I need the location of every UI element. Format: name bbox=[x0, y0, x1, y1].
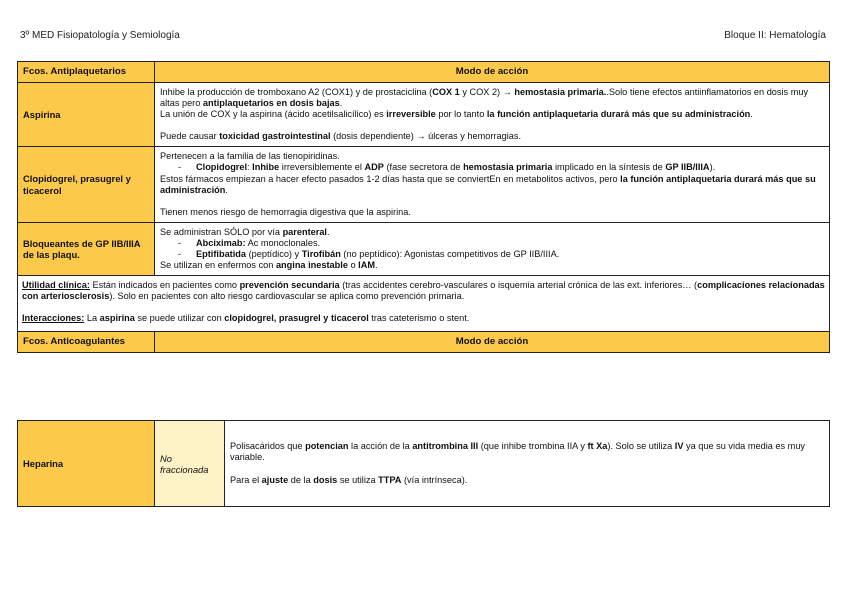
column-header-anticoag-mechanism: Modo de acción bbox=[155, 331, 830, 352]
table-row-aspirina bbox=[18, 83, 830, 147]
drug-name-heparina: Heparina bbox=[18, 421, 155, 507]
drug-name-bloqueantes: Bloqueantes de GP IIB/IIIA de las plaqu. bbox=[18, 222, 155, 275]
drug-name-aspirina: Aspirina bbox=[18, 83, 155, 147]
heparina-description: Polisacáridos que potencian la acción de la antitrombina III (que inhibe trombina IIA y ft Xa). Solo se utiliza IV ya que su vida media es muy variable. Para el ajuste de la dosis se utiliza TTPA (vía intrínseca). bbox=[225, 421, 830, 507]
table-row-bloqueantes bbox=[18, 222, 830, 275]
anticoagulantes-table bbox=[17, 420, 830, 507]
clopidogrel-description: Pertenecen a la familia de las tienopiridinas. - Clopidogrel: Inhibe irreversiblemente el ADP (fase secretora de hemostasia primaria implicado en la síntesis de GP IIB/IIIA). Estos fármacos empiezan a hacer efecto pasados 1-2 días hasta que se conviertEn en metabolitos activos, pero la función antiplaquetaria durará más que su administración. Tienen menos riesgo de hemorragia digestiva que la aspirina. bbox=[155, 147, 830, 222]
table-header-row-anticoag bbox=[18, 331, 830, 352]
table-row-notes bbox=[18, 276, 830, 331]
interacciones-label: Interacciones: bbox=[22, 313, 85, 324]
aspirina-description: Inhibe la producción de tromboxano A2 (COX1) y de prostaciclina (COX 1 y COX 2) → hemostasia primaria..Solo tiene efectos antiinflamatorios en dosis muy altas pero antiplaquetarios en dosis bajas. La unión de COX y la aspirina (ácido acetilsalicílico) es irreversible por lo tanto la función antiplaquetaria durará más que su administración. Puede causar toxicidad gastrointestinal (dosis dependiente) → úlceras y hemorragias. bbox=[155, 83, 830, 147]
utilidad-label: Utilidad clínica: bbox=[22, 280, 90, 291]
heparina-subtype: No fraccionada bbox=[155, 421, 225, 507]
column-header-mechanism: Modo de acción bbox=[155, 62, 830, 83]
clinical-notes: Utilidad clínica: Están indicados en pacientes como prevención secundaria (tras accidentes cerebro-vasculares o isquemia arterial crónica de las ext. inferiores… (complicaciones relacionadas con arteriosclerosis). Solo en pacientes con alto riesgo cardiovascular se aplica como prevención primaria. Interacciones: La aspirina se puede utilizar con clopidogrel, prasugrel y ticacerol tras cateterismo o stent. bbox=[18, 276, 830, 331]
column-header-drugs: Fcos. Antiplaquetarios bbox=[18, 62, 155, 83]
bloqueantes-description: Se administran SÓLO por vía parenteral. - Abciximab: Ac monoclonales. - Eptifibatida (peptídico) y Tirofibán (no peptídico): Agonistas competitivos de GP IIB/IIIA. Se utilizan en enfermos con angina inestable o IAM. bbox=[155, 222, 830, 275]
header-block: Bloque II: Hematología bbox=[724, 30, 826, 41]
header-course: 3º MED Fisiopatología y Semiología bbox=[20, 30, 180, 41]
drug-name-clopidogrel: Clopidogrel, prasugrel y ticacerol bbox=[18, 147, 155, 222]
table-row-clopidogrel bbox=[18, 147, 830, 222]
table-row-heparina bbox=[18, 421, 830, 507]
table-header-row bbox=[18, 62, 830, 83]
column-header-anticoag-drugs: Fcos. Anticoagulantes bbox=[18, 331, 155, 352]
antiplaquetarios-table bbox=[17, 61, 830, 353]
